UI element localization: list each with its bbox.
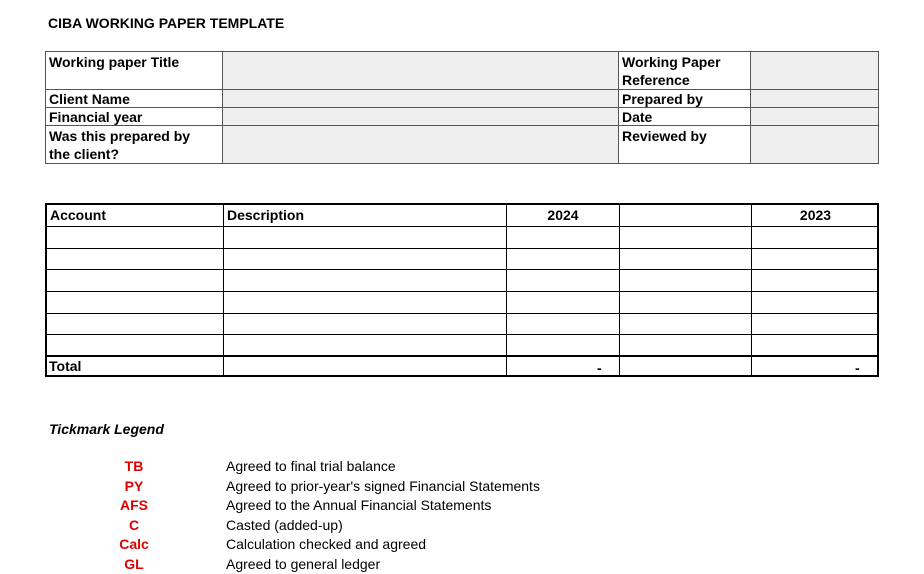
prepared-by-field[interactable] [751, 90, 878, 108]
legend-code: GL [124, 555, 144, 572]
working-paper-title-field[interactable] [223, 52, 619, 90]
row-divider [47, 291, 877, 292]
legend-code: TB [124, 458, 144, 474]
financial-year-field[interactable] [223, 108, 619, 126]
working-paper-info-table [45, 51, 879, 164]
total-row-divider [47, 355, 877, 357]
blank-column-header [620, 205, 751, 227]
client-name-field[interactable] [223, 90, 619, 108]
tickmark-legend-title: Tickmark Legend [49, 421, 164, 437]
date-label: Date [622, 109, 653, 125]
row-divider [47, 313, 877, 314]
page-title: CIBA WORKING PAPER TEMPLATE [48, 15, 285, 31]
row-divider [47, 334, 877, 335]
row-divider [46, 89, 878, 90]
total-2024-value: - [597, 360, 602, 376]
legend-description: Casted (added-up) [226, 516, 343, 533]
prepared-by-client-label-line2: the client? [49, 146, 120, 162]
legend-description: Agreed to general ledger [226, 555, 381, 572]
financial-year-label: Financial year [49, 109, 143, 125]
column-divider [506, 205, 507, 375]
column-divider [619, 205, 620, 375]
legend-description: Calculation checked and agreed [226, 536, 427, 552]
total-2023-value: - [855, 360, 860, 376]
legend-description: Agreed to prior-year's signed Financial Statements [226, 477, 540, 494]
client-name-label: Client Name [49, 91, 130, 107]
year-2024-column-header: 2024 [547, 207, 579, 223]
column-divider [223, 205, 224, 375]
total-label: Total [49, 358, 82, 374]
legend-description: Agreed to final trial balance [226, 458, 396, 474]
working-paper-title-label: Working paper Title [49, 54, 180, 70]
legend-description: Agreed to the Annual Financial Statements [226, 497, 492, 513]
column-divider [751, 205, 752, 375]
working-paper-reference-label-line1: Working Paper [622, 54, 721, 70]
legend-code: AFS [120, 497, 148, 513]
prepared-by-client-field[interactable] [223, 126, 619, 163]
legend-code: C [128, 516, 140, 533]
prepared-by-label: Prepared by [622, 91, 703, 107]
working-paper-reference-label-line2: Reference [622, 72, 690, 88]
date-field[interactable] [751, 108, 878, 126]
row-divider [47, 269, 877, 270]
legend-code: PY [124, 477, 144, 494]
account-table [45, 203, 879, 377]
prepared-by-client-label-line1: Was this prepared by [49, 128, 191, 144]
row-divider [46, 107, 878, 108]
working-paper-reference-field[interactable] [751, 52, 878, 90]
year-2023-column-header: 2023 [799, 207, 832, 223]
description-column-header: Description [227, 207, 305, 223]
reviewed-by-label: Reviewed by [622, 128, 707, 144]
reviewed-by-field[interactable] [751, 126, 878, 163]
row-divider [46, 125, 878, 126]
row-divider [47, 248, 877, 249]
row-divider [47, 226, 877, 227]
legend-code: Calc [119, 536, 149, 552]
account-column-header: Account [50, 207, 106, 223]
